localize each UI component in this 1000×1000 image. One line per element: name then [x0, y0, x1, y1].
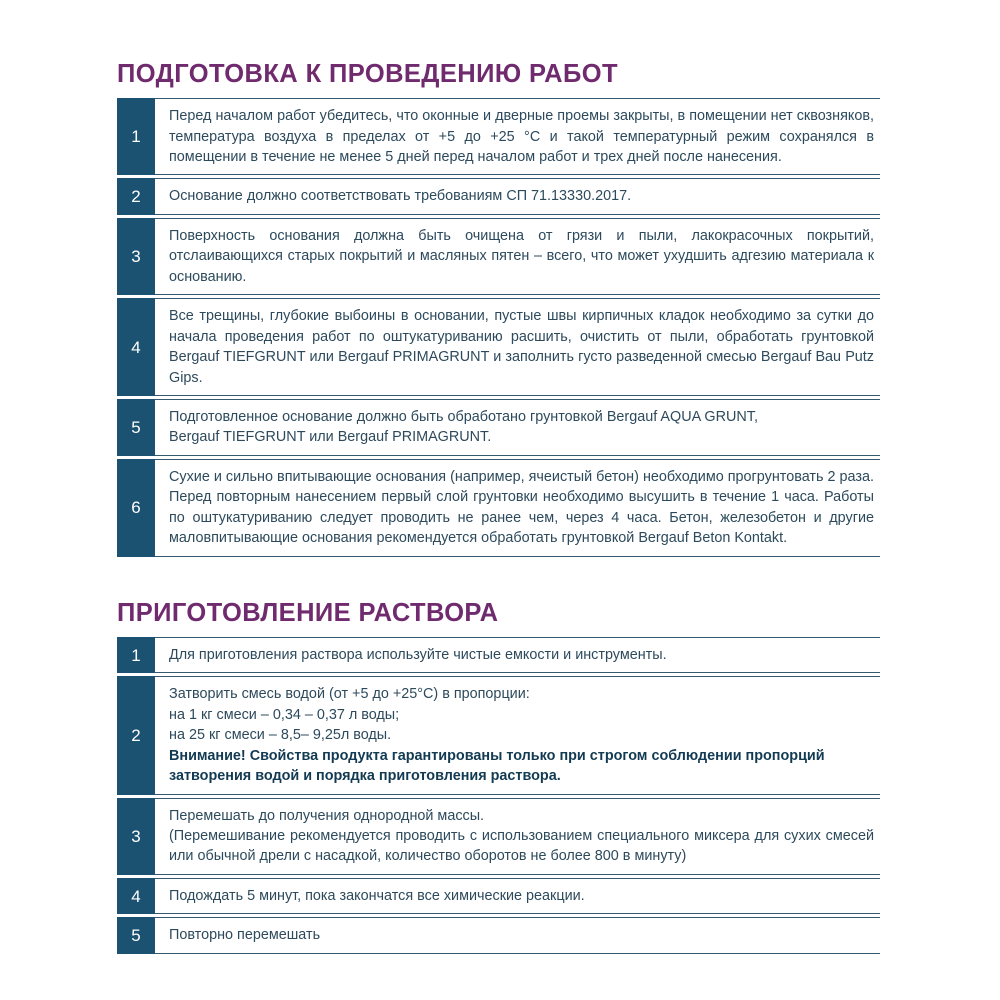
row-text [155, 98, 880, 175]
row-number: 1 [117, 98, 155, 175]
row-text-line: на 25 кг смеси – 8,5– 9,25л воды. [169, 727, 392, 744]
row-text-line: Подождать 5 минут, пока закончатся все химические реакции. [169, 887, 585, 904]
row-number: 6 [117, 459, 155, 557]
section-mortar-preparation [117, 599, 880, 954]
table-row [117, 878, 880, 914]
row-text-line: Перемешать до получения однородной массы. [169, 807, 485, 824]
row-text [155, 878, 880, 914]
row-text-line: Основание должно соответствовать требованиям СП 71.13330.2017. [169, 188, 632, 205]
row-text [155, 178, 880, 214]
steps-table [117, 637, 880, 954]
row-text [155, 676, 880, 794]
row-text-line: Повторно перемешать [169, 927, 321, 944]
table-row [117, 459, 880, 557]
table-row [117, 298, 880, 396]
row-number: 3 [117, 218, 155, 295]
row-text-line: Для приготовления раствора используйте чистые емкости и инструменты. [169, 646, 667, 663]
row-number: 4 [117, 298, 155, 396]
row-text [155, 459, 880, 557]
row-text [155, 917, 880, 953]
table-row [117, 917, 880, 953]
row-text-line: (Перемешивание рекомендуется проводить с использованием специального миксера для сухих смесей или обычной дрели с насадкой, количество оборотов не более 800 в минуту) [169, 827, 874, 865]
row-text-line: Все трещины, глубокие выбоины в основании, пустые швы кирпичных кладок необходимо за сутки до начала проведения работ по оштукатуриванию расшить, очистить от пыли, обработать грунтовкой Bergauf TIEFGRUNT или Bergauf PRIMAGRUNT и заполнить густо разведенной смесью Bergauf Bau Putz Gips. [169, 308, 874, 386]
table-row [117, 218, 880, 295]
row-text [155, 298, 880, 396]
section-heading: ПРИГОТОВЛЕНИЕ РАСТВОРА [117, 598, 499, 627]
table-row [117, 798, 880, 875]
row-number: 3 [117, 798, 155, 875]
row-text [155, 218, 880, 295]
row-text-line: Сухие и сильно впитывающие основания (например, ячеистый бетон) необходимо прогрунтовать 2 раза. Перед повторным нанесением первый слой грунтовки необходимо высушить в течение 1 часа. Работы по оштукатуриванию следует проводить не ранее чем, через 4 часа. Бетон, железобетон и другие маловпитывающие основания рекомендуется обработать грунтовкой Bergauf Beton Kontakt. [169, 468, 874, 547]
row-number: 5 [117, 399, 155, 456]
row-text-line: на 1 кг смеси – 0,34 – 0,37 л воды; [169, 706, 400, 723]
table-row [117, 637, 880, 673]
section-preparation-of-works [117, 60, 880, 557]
row-number: 4 [117, 878, 155, 914]
table-row [117, 676, 880, 794]
row-text-line: Перед началом работ убедитесь, что оконные и дверные проемы закрыты, в помещении нет сквозняков, температура воздуха в пределах от +5 до +25 °C и такой температурный режим сохранялся в помещении в течение не менее 5 дней перед началом работ и трех дней после нанесения. [169, 108, 874, 165]
row-text-line: Bergauf TIEFGRUNT или Bergauf PRIMAGRUNT. [169, 429, 492, 446]
section-heading: ПОДГОТОВКА К ПРОВЕДЕНИЮ РАБОТ [117, 60, 618, 88]
row-number: 2 [117, 178, 155, 214]
row-text-line: Подготовленное основание должно быть обработано грунтовкой Bergauf AQUA GRUNT, [169, 409, 758, 426]
row-text-line: Затворить смесь водой (от +5 до +25°C) в пропорции: [169, 686, 530, 703]
row-number: 1 [117, 637, 155, 673]
table-row [117, 178, 880, 214]
row-text [155, 798, 880, 875]
row-text-warning-line: затворения водой и порядка приготовления раствора. [169, 768, 561, 785]
row-text-warning-line: Внимание! Свойства продукта гарантированы только при строгом соблюдении пропорций [169, 747, 825, 764]
row-number: 5 [117, 917, 155, 953]
row-text-line: Поверхность основания должна быть очищена от грязи и пыли, лакокрасочных покрытий, отслаивающихся старых покрытий и масляных пятен – всего, что может ухудшить адгезию материала к основанию. [169, 227, 874, 285]
row-text [155, 637, 880, 673]
row-text [155, 399, 880, 456]
steps-table [117, 98, 880, 557]
table-row [117, 98, 880, 175]
table-row [117, 399, 880, 456]
row-number: 2 [117, 676, 155, 794]
